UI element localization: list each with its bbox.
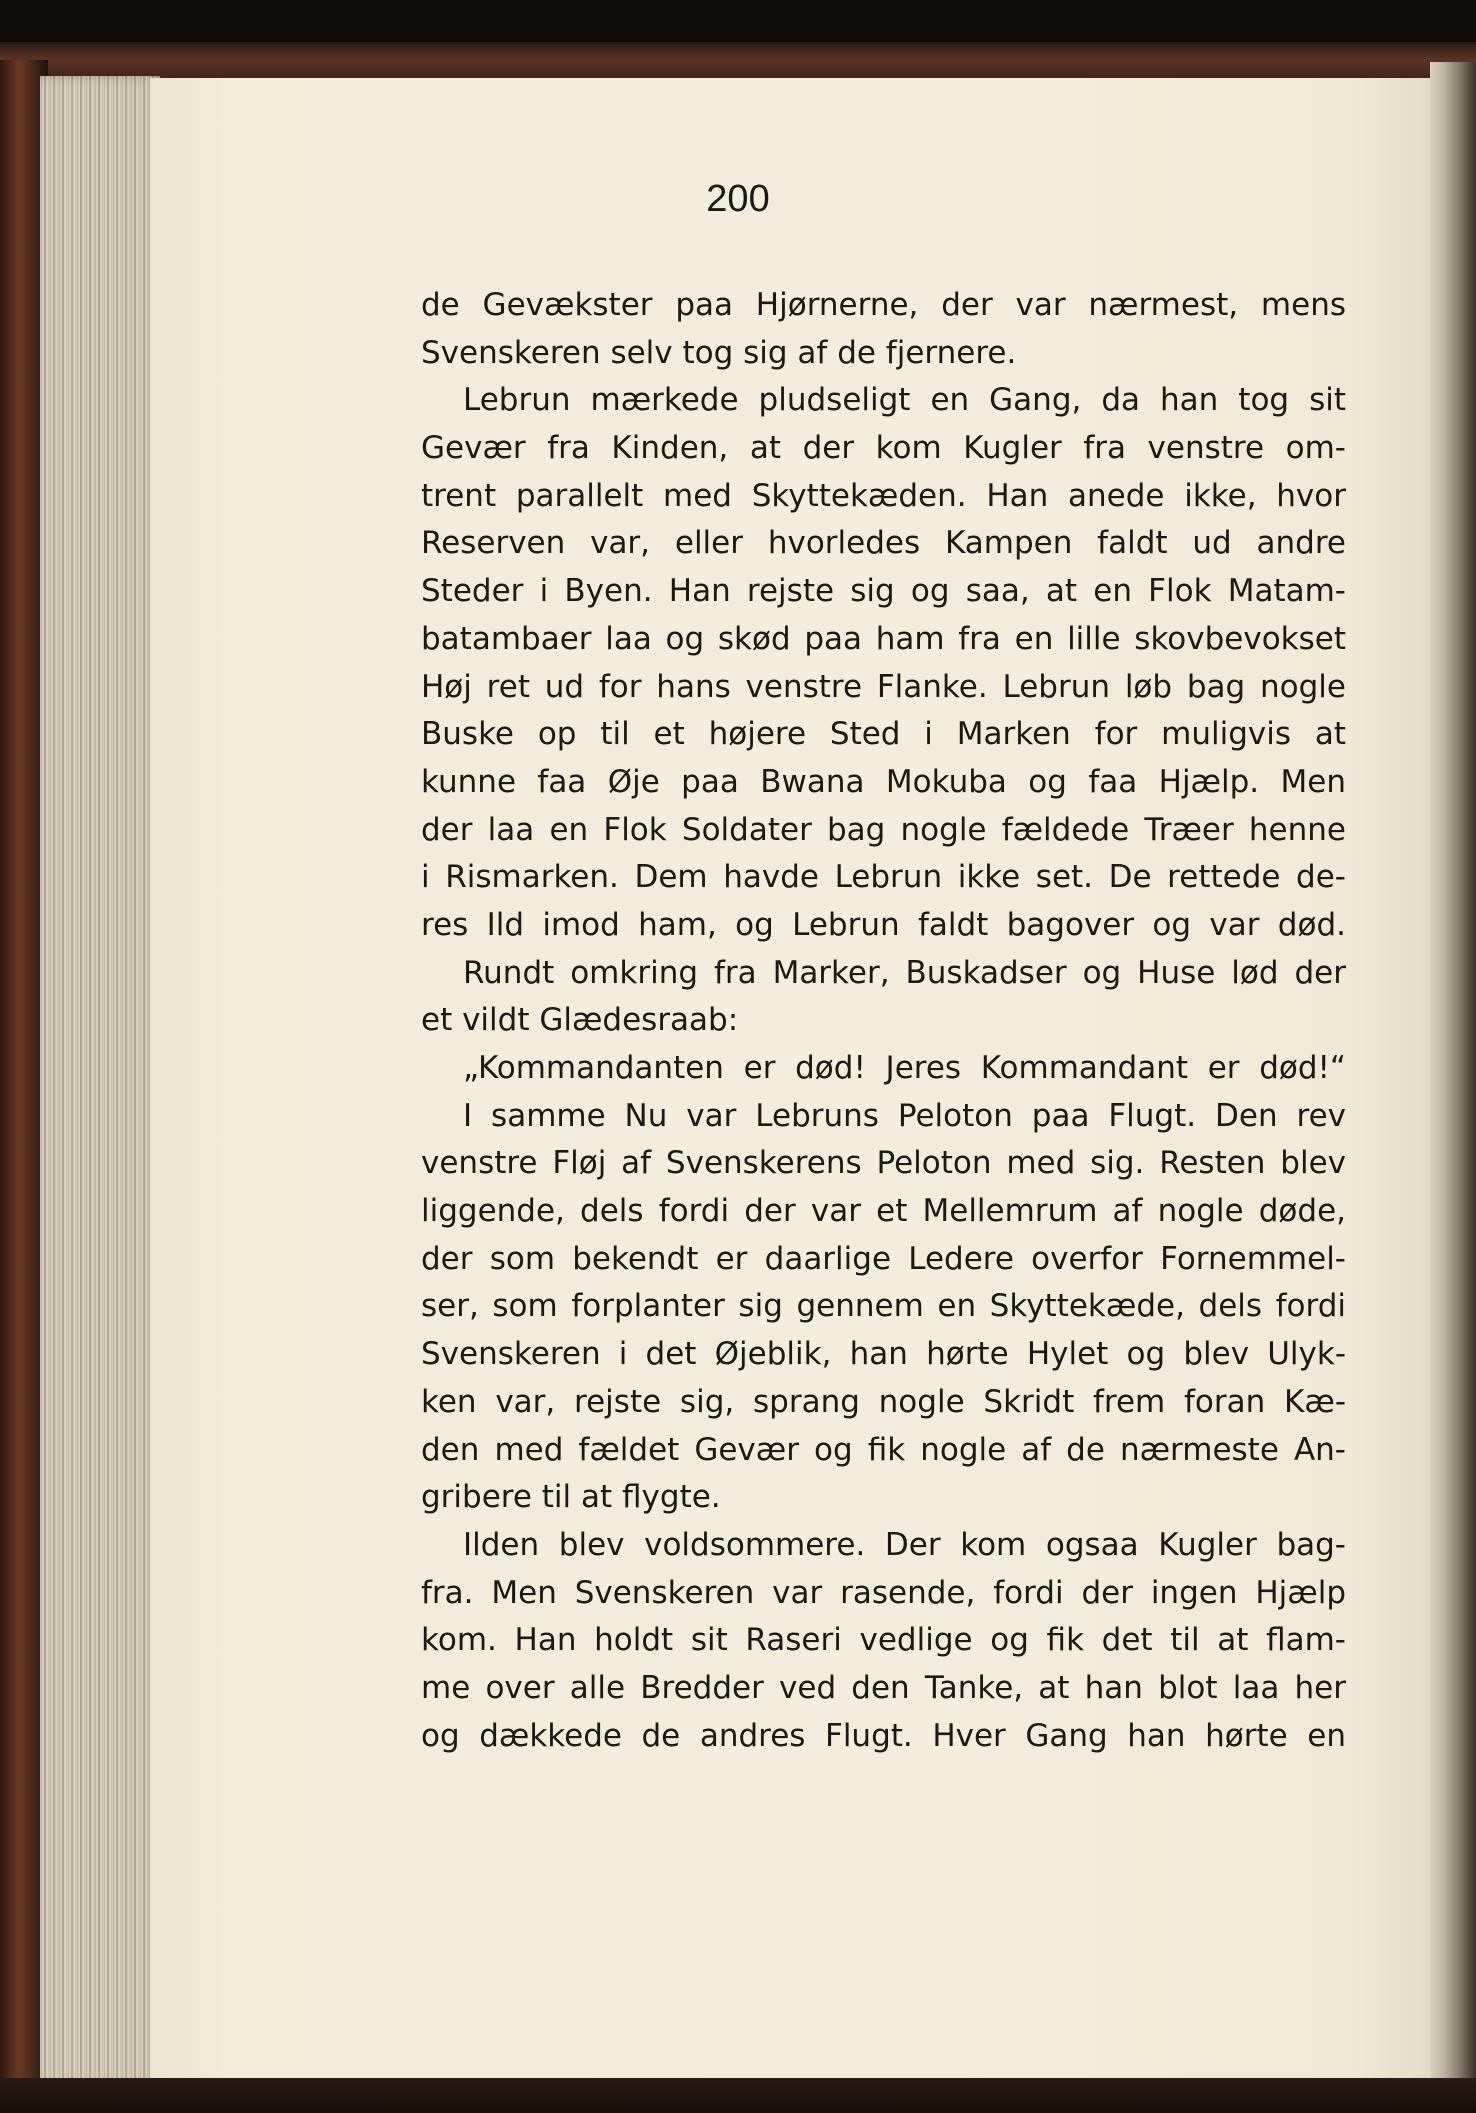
page-number: 200: [706, 178, 770, 220]
text-line: fra. Men Svenskeren var rasende, fordi der ingen Hjælp: [421, 1574, 1346, 1611]
text-line: Ilden blev voldsommere. Der kom ogsaa Kugler bag-: [463, 1526, 1346, 1563]
text-line: der som bekendt er daarlige Ledere overfor Fornemmel-: [421, 1240, 1346, 1277]
text-line: Reserven var, eller hvorledes Kampen faldt ud andre: [421, 525, 1346, 562]
book-binding-top: [0, 42, 1476, 82]
text-line: Svenskeren i det Øjeblik, han hørte Hylet og blev Ulyk-: [421, 1336, 1346, 1373]
text-line: Svenskeren selv tog sig af de fjernere.: [421, 334, 1017, 371]
text-line: Lebrun mærkede pludseligt en Gang, da han tog sit: [463, 382, 1346, 419]
text-line: kom. Han holdt sit Raseri vedlige og fik det til at flam-: [421, 1622, 1346, 1659]
page-edges: [40, 76, 160, 2086]
text-line: Buske op til et højere Sted i Marken for muligvis at: [421, 716, 1346, 753]
text-line: trent parallelt med Skyttekæden. Han anede ikke, hvor: [421, 477, 1346, 514]
text-line: res Ild imod ham, og Lebrun faldt bagover og var død.: [421, 906, 1346, 943]
text-line: der laa en Flok Soldater bag nogle fældede Træer henne: [421, 811, 1346, 848]
text-line: et vildt Glædesraab:: [421, 1002, 739, 1039]
text-line: og dækkede de andres Flugt. Hver Gang han hørte en: [421, 1717, 1346, 1754]
text-line: Høj ret ud for hans venstre Flanke. Lebrun løb bag nogle: [421, 668, 1346, 705]
text-line: batambaer laa og skød paa ham fra en lille skovbevokset: [421, 620, 1346, 657]
text-line: ser, som forplanter sig gennem en Skyttekæde, dels fordi: [421, 1288, 1346, 1325]
text-line: liggende, dels fordi der var et Mellemrum af nogle døde,: [421, 1193, 1346, 1230]
text-line: kunne faa Øje paa Bwana Mokuba og faa Hjælp. Men: [421, 763, 1346, 800]
book-binding-bottom: [0, 2078, 1476, 2113]
text-line: I samme Nu var Lebruns Peloton paa Flugt. Den rev: [463, 1097, 1346, 1134]
text-line: den med fældet Gevær og fik nogle af de nærmeste An-: [421, 1431, 1346, 1468]
text-line: Rundt omkring fra Marker, Buskadser og Huse lød der: [463, 954, 1346, 991]
page-right-edge: [1430, 62, 1476, 2082]
text-line: „Kommandanten er død! Jeres Kommandant er død!“: [463, 1050, 1346, 1086]
text-line: ken var, rejste sig, sprang nogle Skridt frem foran Kæ-: [421, 1383, 1346, 1420]
text-line: i Rismarken. Dem havde Lebrun ikke set. De rettede de-: [421, 859, 1346, 896]
text-line: Steder i Byen. Han rejste sig og saa, at en Flok Matam-: [421, 573, 1346, 610]
text-line: me over alle Bredder ved den Tanke, at han blot laa her: [421, 1669, 1346, 1706]
text-line: venstre Fløj af Svenskerens Peloton med sig. Resten blev: [421, 1145, 1346, 1182]
body-text: [421, 282, 1346, 1760]
text-line: gribere til at flygte.: [421, 1479, 721, 1516]
text-line: de Gevækster paa Hjørnerne, der var nærmest, mens: [421, 287, 1346, 323]
text-line: Gevær fra Kinden, at der kom Kugler fra venstre om-: [421, 430, 1346, 467]
